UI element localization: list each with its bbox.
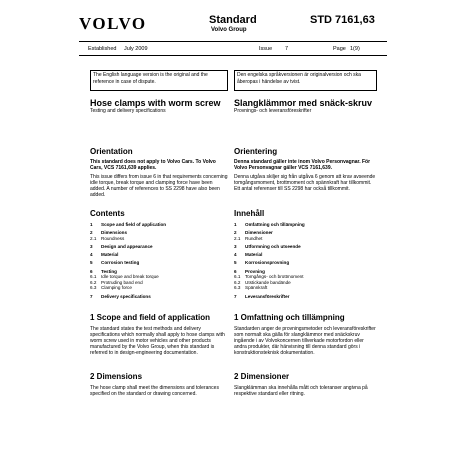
toc-item-label: Utstickande bandände bbox=[245, 279, 291, 285]
toc-item[interactable] bbox=[234, 294, 377, 300]
toc-item-label: Rundhet bbox=[245, 235, 263, 241]
toc-item-label: Korrosionsprovning bbox=[245, 260, 290, 266]
toc-item-number: 2 bbox=[90, 230, 93, 236]
volvo-logo: VOLVO bbox=[79, 14, 147, 33]
orientation-text-sv: Denna utgåva skiljer sig från utgåva 6 genom att krav avseende tomgångsmoment, brottmoment och spännkraft har tillkommit. Ett antal referenser till SS 2298 har också tillkommit. bbox=[234, 174, 376, 192]
toc-item-number: 1 bbox=[234, 222, 237, 227]
issue-label: Issue bbox=[259, 46, 273, 52]
toc-item-label: Scope and field of application bbox=[101, 222, 167, 227]
toc-item-number: 6.3 bbox=[234, 285, 241, 291]
toc-item-label: Delivery specifications bbox=[101, 293, 151, 299]
meta-divider bbox=[79, 55, 387, 56]
toc-item-number: 4 bbox=[234, 252, 237, 258]
notice-text-en: The English language version is the original and the reference in case of dispute. bbox=[93, 72, 208, 85]
section2-heading-sv: 2 Dimensioner bbox=[234, 372, 290, 381]
toc-item-number: 3 bbox=[234, 243, 237, 249]
toc-item-label: Provning bbox=[245, 268, 265, 274]
toc-item-label: Clamping force bbox=[101, 285, 132, 291]
toc-item-number: 6.3 bbox=[90, 285, 97, 291]
orientation-bold-sv: Denna standard gäller inte inom Volvo Personvagnar. För Volvo Personvagnar gäller VCS 7161,639. bbox=[234, 159, 371, 171]
toc-item-number: 5 bbox=[90, 260, 93, 266]
toc-item-label: Idle torque and break torque bbox=[101, 274, 159, 280]
toc-item-number: 6.2 bbox=[90, 279, 97, 285]
toc-item-label: Dimensions bbox=[101, 230, 128, 236]
section1-en bbox=[90, 314, 228, 356]
toc-item-number: 3 bbox=[90, 243, 93, 249]
toc-item-number: 2.1 bbox=[90, 235, 97, 241]
toc-item-label: Material bbox=[101, 252, 119, 258]
toc-item-number: 6.2 bbox=[234, 279, 241, 285]
orientation-en bbox=[90, 148, 228, 198]
toc-item-label: Testing bbox=[101, 268, 117, 274]
standard-number: STD 7161,63 bbox=[310, 14, 375, 26]
page-value: 1(9) bbox=[350, 46, 360, 52]
toc-item-label: Design and appearance bbox=[101, 243, 153, 249]
toc-item-label: Leveransföreskrifter bbox=[245, 293, 290, 299]
toc-item-number: 4 bbox=[90, 252, 93, 258]
toc-item-number: 6.1 bbox=[234, 274, 241, 280]
toc-item-number: 1 bbox=[90, 222, 93, 227]
toc-item-number: 6 bbox=[90, 268, 93, 274]
notice-box-sv bbox=[234, 70, 377, 91]
toc-item-number: 6.1 bbox=[90, 274, 97, 280]
established-label: Established bbox=[88, 46, 117, 52]
header-divider bbox=[79, 41, 387, 42]
issue-value: 7 bbox=[285, 46, 289, 52]
title-block-en bbox=[90, 99, 228, 114]
orientation-heading-en: Orientation bbox=[90, 147, 133, 156]
section2-sv bbox=[234, 373, 377, 397]
orientation-bold-en: This standard does not apply to Volvo Cars. To Volvo Cars, VCS 7161,639 applies. bbox=[90, 159, 216, 171]
toc-item-label: Omfattning och tillämpning bbox=[245, 222, 305, 227]
notice-box-en bbox=[90, 70, 228, 91]
section2-heading-en: 2 Dimensions bbox=[90, 372, 143, 381]
orientation-heading-sv: Orientering bbox=[234, 147, 278, 156]
document-title-en: Hose clamps with worm screw bbox=[90, 98, 221, 108]
toc-item-label: Roundness bbox=[101, 235, 125, 241]
document-subtitle-sv: Provnings- och leveransföreskrifter bbox=[234, 108, 312, 114]
title-block-sv bbox=[234, 99, 377, 114]
toc-item-label: Utformning och utseende bbox=[245, 243, 301, 249]
page-label: Page bbox=[333, 46, 346, 52]
toc-item-number: 2.1 bbox=[234, 235, 241, 241]
toc-item-number: 7 bbox=[90, 293, 93, 299]
toc-item-number: 6 bbox=[234, 268, 237, 274]
document-title-sv: Slangklämmor med snäck-skruv bbox=[234, 98, 373, 108]
established-value: July 2009 bbox=[124, 46, 148, 52]
toc-item-number: 5 bbox=[234, 260, 237, 266]
toc-item-label: Corrosion testing bbox=[101, 260, 140, 266]
orientation-sv bbox=[234, 148, 377, 192]
standard-subtitle: Volvo Group bbox=[211, 27, 247, 33]
contents-list-sv bbox=[234, 222, 377, 299]
document-subtitle-en: Testing and delivery specifications bbox=[90, 108, 166, 114]
section1-text-sv: Standarden anger de provningsmetoder och leveransföreskrifter som normalt ska gälla för slangklämmor med snäckskruv ingående i av Volvokoncernen tillverkade motorfordon eller andra produkter, där hänvisning till denna standard görs i konstruktionsteknisk dokumentation. bbox=[234, 326, 376, 356]
contents-heading-en: Contents bbox=[90, 209, 125, 218]
toc-item[interactable] bbox=[90, 294, 228, 300]
section1-heading-en: 1 Scope and field of application bbox=[90, 313, 211, 322]
toc-item-label: Spännkraft bbox=[245, 285, 268, 291]
standard-title: Standard bbox=[209, 14, 257, 26]
toc-item-label: Protruding band end bbox=[101, 279, 143, 285]
section2-text-sv: Slangklämman ska innehålla mått och toleranser angivna på respektive standard eller ritning. bbox=[234, 385, 368, 397]
section1-text-en: The standard states the test methods and delivery specifications which normally shall apply to hose clamps with worm screw used in motor vehicles and other products manufactured by the Volvo Group, when this standard is referred to in design-engineering documentation. bbox=[90, 326, 225, 356]
section1-sv bbox=[234, 314, 377, 356]
contents-list-en bbox=[90, 222, 228, 299]
toc-item-label: Dimensioner bbox=[245, 230, 273, 236]
toc-item-label: Material bbox=[245, 252, 263, 258]
notice-text-sv: Den engelska språkversionen är originalversion och ska åberopas i händelse av tvist. bbox=[237, 72, 361, 85]
section2-text-en: The hose clamp shall meet the dimensions and tolerances specified on the standard or drawing concerned. bbox=[90, 385, 219, 397]
contents-heading-sv: Innehåll bbox=[234, 209, 265, 218]
toc-item-number: 2 bbox=[234, 230, 237, 236]
section2-en bbox=[90, 373, 228, 397]
toc-item-number: 7 bbox=[234, 293, 237, 299]
toc-item-label: Tomgångs- och brottmoment bbox=[245, 274, 304, 280]
orientation-text-en: This issue differs from issue 6 in that requirements concerning idle torque, break torque and clamping force have been added. A number of references to SS 2298 have also been added. bbox=[90, 174, 228, 198]
section1-heading-sv: 1 Omfattning och tillämpning bbox=[234, 313, 345, 322]
